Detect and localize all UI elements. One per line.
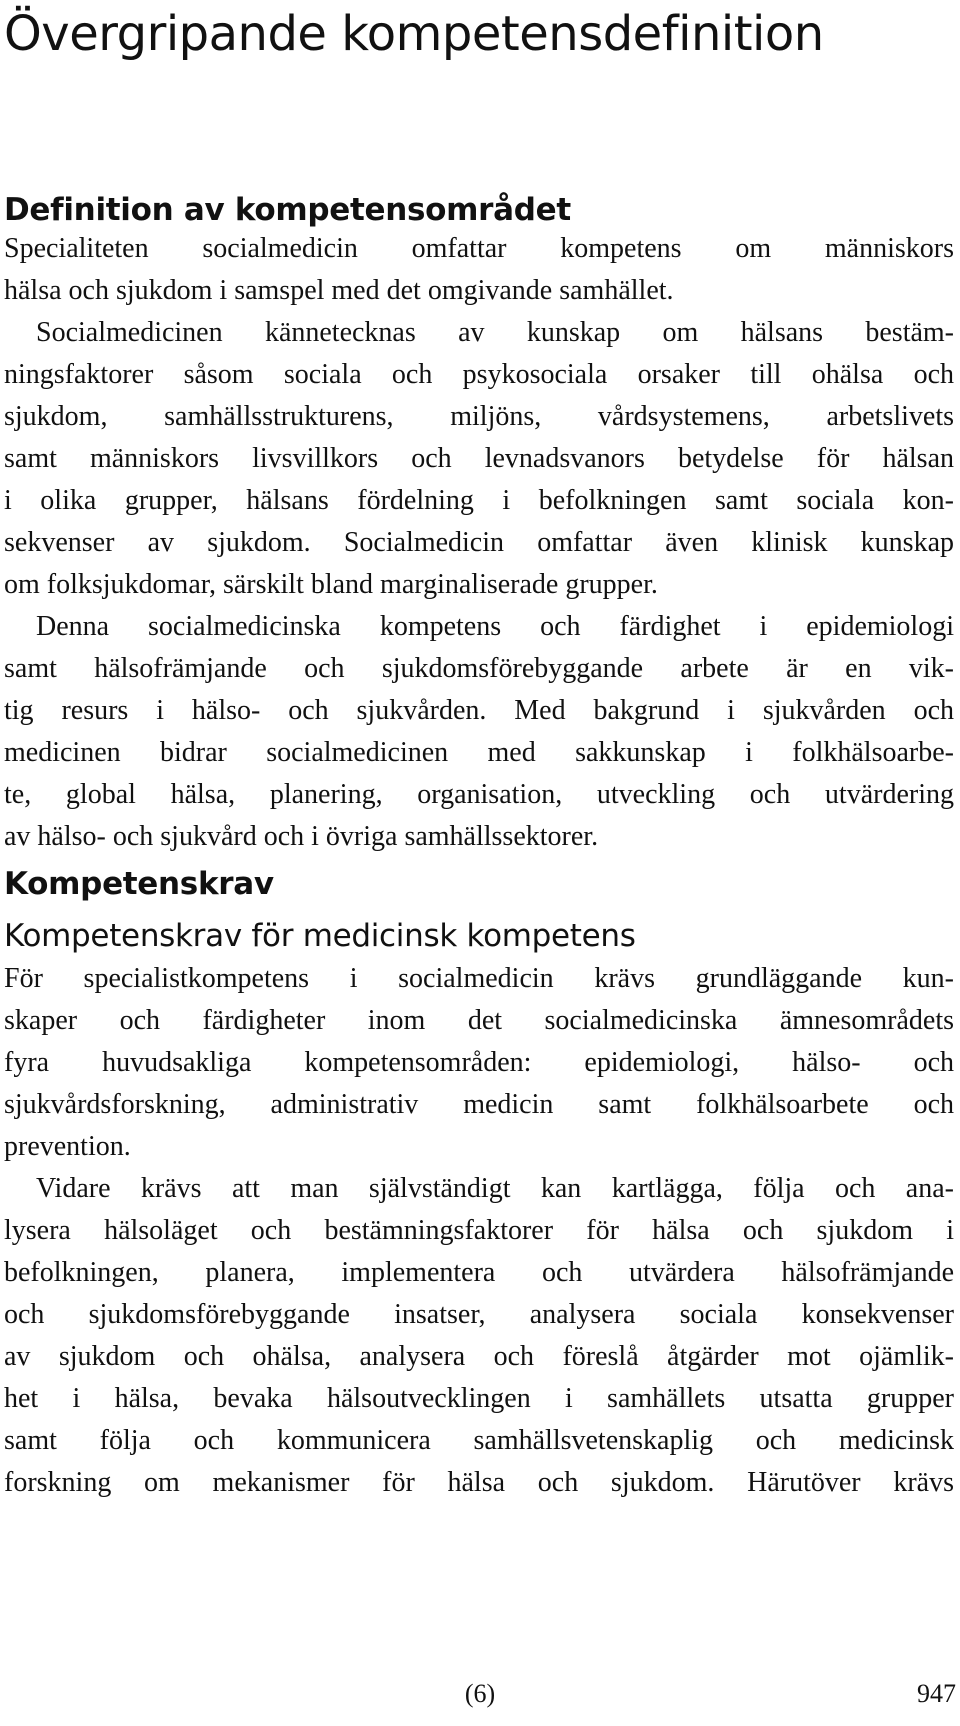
text-line: samt följa och kommunicera samhällsvetenskaplig och medicinsk bbox=[4, 1425, 954, 1456]
text-line: samt människors livsvillkors och levnadsvanors betydelse för hälsan bbox=[4, 443, 954, 474]
definition-body bbox=[4, 228, 954, 858]
text-line: Specialiteten socialmedicin omfattar kompetens om människors bbox=[4, 233, 954, 264]
text-line: skaper och färdigheter inom det socialmedicinska ämnesområdets bbox=[4, 1005, 954, 1036]
text-line: medicinen bidrar socialmedicinen med sakkunskap i folkhälsoarbe- bbox=[4, 737, 954, 768]
text-line: sekvenser av sjukdom. Socialmedicin omfattar även klinisk kunskap bbox=[4, 527, 954, 558]
text-line: För specialistkompetens i socialmedicin krävs grundläggande kun- bbox=[4, 963, 954, 994]
section-heading-kompetenskrav: Kompetenskrav bbox=[4, 866, 274, 902]
text-line: ningsfaktorer såsom sociala och psykosociala orsaker till ohälsa och bbox=[4, 359, 954, 390]
text-line: prevention. bbox=[4, 1131, 131, 1162]
text-line: Vidare krävs att man självständigt kan kartlägga, följa och ana- bbox=[36, 1173, 954, 1204]
text-line: Socialmedicinen kännetecknas av kunskap om hälsans bestäm- bbox=[36, 317, 954, 348]
page-title: Övergripande kompetensdefinition bbox=[4, 6, 824, 62]
text-line: sjukdom, samhällsstrukturens, miljöns, vårdsystemens, arbetslivets bbox=[4, 401, 954, 432]
text-line: i olika grupper, hälsans fördelning i befolkningen samt sociala kon- bbox=[4, 485, 954, 516]
text-line: forskning om mekanismer för hälsa och sjukdom. Härutöver krävs bbox=[4, 1467, 954, 1498]
subheading-medicinsk-kompetens: Kompetenskrav för medicinsk kompetens bbox=[4, 918, 636, 954]
text-line: lysera hälsoläget och bestämningsfaktorer för hälsa och sjukdom i bbox=[4, 1215, 954, 1246]
kompetenskrav-body bbox=[4, 958, 954, 1504]
section-definition bbox=[4, 188, 954, 858]
text-line: av hälso- och sjukvård och i övriga samhällssektorer. bbox=[4, 821, 599, 852]
text-line: te, global hälsa, planering, organisation, utveckling och utvärdering bbox=[4, 779, 954, 810]
footer-page-number: 947 bbox=[917, 1679, 956, 1708]
section-kompetenskrav bbox=[4, 862, 954, 1504]
text-line: hälsa och sjukdom i samspel med det omgivande samhället. bbox=[4, 275, 674, 306]
footer-page-label: (6) bbox=[464, 1679, 496, 1708]
text-line: samt hälsofrämjande och sjukdomsförebyggande arbete är en vik- bbox=[4, 653, 954, 684]
section-heading-definition: Definition av kompetensområdet bbox=[4, 192, 571, 228]
text-line: befolkningen, planera, implementera och utvärdera hälsofrämjande bbox=[4, 1257, 954, 1288]
text-line: och sjukdomsförebyggande insatser, analysera sociala konsekvenser bbox=[4, 1299, 954, 1330]
text-line: av sjukdom och ohälsa, analysera och föreslå åtgärder mot ojämlik- bbox=[4, 1341, 954, 1372]
text-line: fyra huvudsakliga kompetensområden: epidemiologi, hälso- och bbox=[4, 1047, 954, 1078]
text-line: het i hälsa, bevaka hälsoutvecklingen i samhällets utsatta grupper bbox=[4, 1383, 954, 1414]
text-line: sjukvårdsforskning, administrativ medicin samt folkhälsoarbete och bbox=[4, 1089, 954, 1120]
text-line: om folksjukdomar, särskilt bland marginaliserade grupper. bbox=[4, 569, 658, 600]
text-line: Denna socialmedicinska kompetens och färdighet i epidemiologi bbox=[36, 611, 954, 642]
text-line: tig resurs i hälso- och sjukvården. Med bakgrund i sjukvården och bbox=[4, 695, 954, 726]
